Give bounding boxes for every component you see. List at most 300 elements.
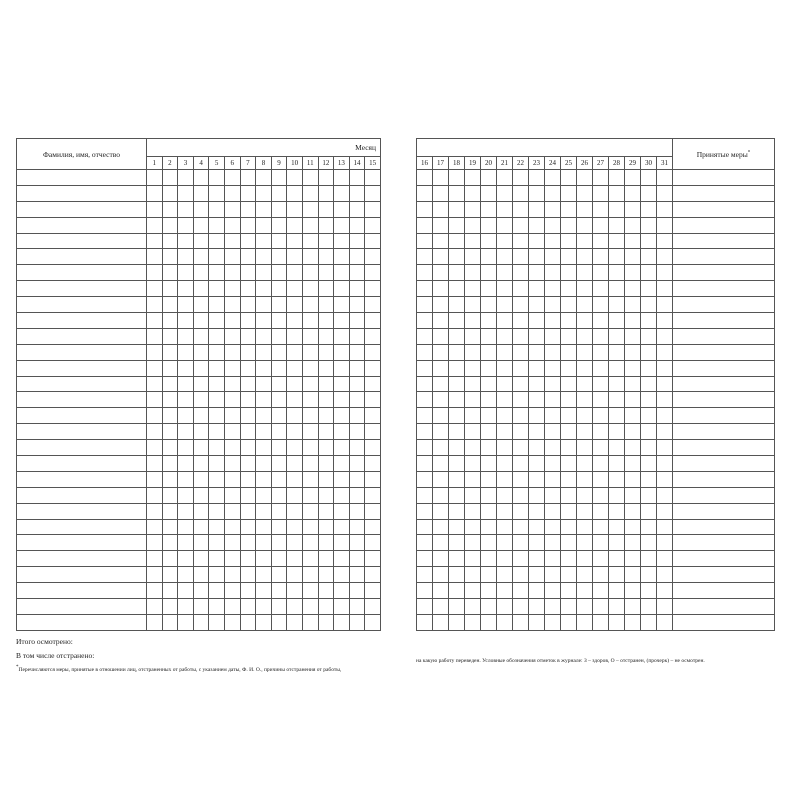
- right-table-cell[interactable]: [529, 233, 545, 249]
- right-table-cell[interactable]: [673, 265, 775, 281]
- right-table-cell[interactable]: [673, 344, 775, 360]
- left-table-cell[interactable]: [178, 487, 194, 503]
- right-table-cell[interactable]: [673, 201, 775, 217]
- right-table-cell[interactable]: [593, 456, 609, 472]
- right-table-cell[interactable]: [529, 503, 545, 519]
- left-table-cell[interactable]: [224, 424, 240, 440]
- right-table-cell[interactable]: [577, 599, 593, 615]
- left-table-cell[interactable]: [147, 471, 163, 487]
- left-table-cell[interactable]: [302, 614, 318, 630]
- left-table-cell[interactable]: [147, 233, 163, 249]
- left-table-cell[interactable]: [209, 614, 225, 630]
- left-table-cell[interactable]: [209, 503, 225, 519]
- right-table-cell[interactable]: [561, 233, 577, 249]
- right-table-cell[interactable]: [481, 217, 497, 233]
- left-table-cell[interactable]: [365, 170, 381, 186]
- right-table-cell[interactable]: [449, 487, 465, 503]
- right-table-cell[interactable]: [657, 281, 673, 297]
- right-table-cell[interactable]: [529, 424, 545, 440]
- right-table-cell[interactable]: [481, 392, 497, 408]
- right-table-cell[interactable]: [657, 471, 673, 487]
- left-table-cell[interactable]: [240, 185, 256, 201]
- left-table-cell[interactable]: [287, 313, 303, 329]
- left-table-cell[interactable]: [17, 376, 147, 392]
- left-table-cell[interactable]: [17, 217, 147, 233]
- left-table-cell[interactable]: [287, 551, 303, 567]
- right-table-cell[interactable]: [529, 487, 545, 503]
- left-table-cell[interactable]: [209, 201, 225, 217]
- right-table-cell[interactable]: [497, 535, 513, 551]
- left-table-cell[interactable]: [334, 551, 350, 567]
- right-table-cell[interactable]: [497, 313, 513, 329]
- left-table-cell[interactable]: [318, 217, 334, 233]
- left-table-cell[interactable]: [147, 313, 163, 329]
- right-table-cell[interactable]: [673, 376, 775, 392]
- left-table-cell[interactable]: [365, 456, 381, 472]
- right-table-cell[interactable]: [609, 567, 625, 583]
- right-table-cell[interactable]: [673, 567, 775, 583]
- right-table-cell[interactable]: [465, 201, 481, 217]
- right-table-cell[interactable]: [561, 551, 577, 567]
- left-table-cell[interactable]: [271, 249, 287, 265]
- left-table-cell[interactable]: [365, 614, 381, 630]
- left-table-cell[interactable]: [147, 614, 163, 630]
- right-table-cell[interactable]: [433, 567, 449, 583]
- left-table-cell[interactable]: [162, 344, 178, 360]
- left-table-cell[interactable]: [147, 344, 163, 360]
- left-table-cell[interactable]: [209, 265, 225, 281]
- right-table-cell[interactable]: [449, 185, 465, 201]
- right-table-cell[interactable]: [433, 599, 449, 615]
- right-table-cell[interactable]: [609, 456, 625, 472]
- right-table-cell[interactable]: [417, 487, 433, 503]
- left-table-cell[interactable]: [224, 170, 240, 186]
- right-table-cell[interactable]: [529, 344, 545, 360]
- left-table-cell[interactable]: [334, 249, 350, 265]
- left-table-cell[interactable]: [240, 456, 256, 472]
- left-table-cell[interactable]: [365, 360, 381, 376]
- right-table-cell[interactable]: [609, 408, 625, 424]
- right-table-cell[interactable]: [465, 519, 481, 535]
- left-table-cell[interactable]: [302, 297, 318, 313]
- left-table-cell[interactable]: [271, 599, 287, 615]
- left-table-cell[interactable]: [209, 328, 225, 344]
- left-table-cell[interactable]: [178, 614, 194, 630]
- left-table-cell[interactable]: [240, 217, 256, 233]
- left-table-cell[interactable]: [240, 583, 256, 599]
- left-table-cell[interactable]: [193, 424, 209, 440]
- left-table-cell[interactable]: [178, 551, 194, 567]
- left-table-cell[interactable]: [209, 471, 225, 487]
- left-table-cell[interactable]: [256, 471, 272, 487]
- right-table-cell[interactable]: [481, 487, 497, 503]
- left-table-cell[interactable]: [224, 201, 240, 217]
- right-table-cell[interactable]: [561, 392, 577, 408]
- left-table-cell[interactable]: [193, 170, 209, 186]
- right-table-cell[interactable]: [513, 297, 529, 313]
- right-table-cell[interactable]: [497, 599, 513, 615]
- left-table-cell[interactable]: [256, 392, 272, 408]
- left-table-cell[interactable]: [224, 503, 240, 519]
- right-table-cell[interactable]: [641, 185, 657, 201]
- right-table-cell[interactable]: [545, 408, 561, 424]
- left-table-cell[interactable]: [365, 519, 381, 535]
- left-table-cell[interactable]: [318, 360, 334, 376]
- left-table-cell[interactable]: [224, 344, 240, 360]
- left-table-cell[interactable]: [147, 551, 163, 567]
- left-table-cell[interactable]: [365, 551, 381, 567]
- right-table-cell[interactable]: [513, 487, 529, 503]
- left-table-cell[interactable]: [193, 265, 209, 281]
- left-table-cell[interactable]: [256, 185, 272, 201]
- right-table-cell[interactable]: [481, 185, 497, 201]
- left-table-cell[interactable]: [334, 170, 350, 186]
- right-table-cell[interactable]: [593, 360, 609, 376]
- right-table-cell[interactable]: [449, 567, 465, 583]
- right-table-cell[interactable]: [641, 360, 657, 376]
- left-table-cell[interactable]: [349, 535, 365, 551]
- left-table-cell[interactable]: [240, 519, 256, 535]
- left-table-cell[interactable]: [240, 328, 256, 344]
- right-table-cell[interactable]: [657, 487, 673, 503]
- left-table-cell[interactable]: [162, 456, 178, 472]
- right-table-cell[interactable]: [529, 281, 545, 297]
- left-table-cell[interactable]: [256, 440, 272, 456]
- left-table-cell[interactable]: [287, 614, 303, 630]
- left-table-cell[interactable]: [256, 328, 272, 344]
- right-table-cell[interactable]: [497, 344, 513, 360]
- right-table-cell[interactable]: [625, 249, 641, 265]
- right-table-cell[interactable]: [609, 344, 625, 360]
- right-table-cell[interactable]: [561, 201, 577, 217]
- left-table-cell[interactable]: [365, 424, 381, 440]
- right-table-cell[interactable]: [577, 297, 593, 313]
- right-table-cell[interactable]: [449, 281, 465, 297]
- left-table-cell[interactable]: [318, 249, 334, 265]
- left-table-cell[interactable]: [240, 201, 256, 217]
- right-table-cell[interactable]: [481, 424, 497, 440]
- right-table-cell[interactable]: [625, 599, 641, 615]
- left-table-cell[interactable]: [334, 297, 350, 313]
- left-table-cell[interactable]: [256, 535, 272, 551]
- left-table-cell[interactable]: [178, 440, 194, 456]
- right-table-cell[interactable]: [609, 328, 625, 344]
- right-table-cell[interactable]: [481, 344, 497, 360]
- left-table-cell[interactable]: [256, 170, 272, 186]
- right-table-cell[interactable]: [465, 487, 481, 503]
- right-table-cell[interactable]: [417, 376, 433, 392]
- right-table-cell[interactable]: [673, 424, 775, 440]
- left-table-cell[interactable]: [178, 297, 194, 313]
- left-table-cell[interactable]: [334, 217, 350, 233]
- right-table-cell[interactable]: [609, 471, 625, 487]
- left-table-cell[interactable]: [224, 233, 240, 249]
- right-table-cell[interactable]: [561, 535, 577, 551]
- left-table-cell[interactable]: [147, 535, 163, 551]
- left-table-cell[interactable]: [334, 344, 350, 360]
- right-table-cell[interactable]: [417, 201, 433, 217]
- left-table-cell[interactable]: [365, 487, 381, 503]
- right-table-cell[interactable]: [625, 471, 641, 487]
- right-table-cell[interactable]: [545, 376, 561, 392]
- right-table-cell[interactable]: [433, 376, 449, 392]
- left-table-cell[interactable]: [334, 281, 350, 297]
- right-table-cell[interactable]: [481, 567, 497, 583]
- right-table-cell[interactable]: [433, 487, 449, 503]
- right-table-cell[interactable]: [561, 471, 577, 487]
- left-table-cell[interactable]: [349, 599, 365, 615]
- right-table-cell[interactable]: [465, 217, 481, 233]
- left-table-cell[interactable]: [334, 313, 350, 329]
- right-table-cell[interactable]: [641, 614, 657, 630]
- right-table-cell[interactable]: [417, 249, 433, 265]
- left-table-cell[interactable]: [271, 297, 287, 313]
- right-table-cell[interactable]: [545, 185, 561, 201]
- right-table-cell[interactable]: [513, 440, 529, 456]
- left-table-cell[interactable]: [287, 519, 303, 535]
- right-table-cell[interactable]: [657, 376, 673, 392]
- left-table-cell[interactable]: [224, 599, 240, 615]
- right-table-cell[interactable]: [561, 424, 577, 440]
- right-table-cell[interactable]: [577, 567, 593, 583]
- left-table-cell[interactable]: [287, 328, 303, 344]
- left-table-cell[interactable]: [240, 487, 256, 503]
- left-table-cell[interactable]: [365, 408, 381, 424]
- right-table-cell[interactable]: [609, 440, 625, 456]
- right-table-cell[interactable]: [465, 376, 481, 392]
- right-table-cell[interactable]: [545, 535, 561, 551]
- left-table-cell[interactable]: [240, 360, 256, 376]
- left-table-cell[interactable]: [318, 487, 334, 503]
- right-table-cell[interactable]: [433, 471, 449, 487]
- left-table-cell[interactable]: [287, 170, 303, 186]
- right-table-cell[interactable]: [609, 583, 625, 599]
- right-table-cell[interactable]: [465, 281, 481, 297]
- right-table-cell[interactable]: [513, 535, 529, 551]
- right-table-cell[interactable]: [529, 614, 545, 630]
- left-table-cell[interactable]: [209, 376, 225, 392]
- left-table-cell[interactable]: [17, 344, 147, 360]
- right-table-cell[interactable]: [529, 551, 545, 567]
- right-table-cell[interactable]: [497, 614, 513, 630]
- right-table-cell[interactable]: [577, 456, 593, 472]
- right-table-cell[interactable]: [465, 328, 481, 344]
- left-table-cell[interactable]: [287, 297, 303, 313]
- left-table-cell[interactable]: [147, 424, 163, 440]
- left-table-cell[interactable]: [334, 185, 350, 201]
- right-table-cell[interactable]: [673, 519, 775, 535]
- right-table-cell[interactable]: [497, 249, 513, 265]
- left-table-cell[interactable]: [17, 408, 147, 424]
- left-table-cell[interactable]: [302, 392, 318, 408]
- left-table-cell[interactable]: [162, 201, 178, 217]
- right-table-cell[interactable]: [449, 201, 465, 217]
- left-table-cell[interactable]: [256, 297, 272, 313]
- right-table-cell[interactable]: [593, 583, 609, 599]
- right-table-cell[interactable]: [593, 614, 609, 630]
- left-table-cell[interactable]: [349, 328, 365, 344]
- left-table-cell[interactable]: [271, 281, 287, 297]
- right-table-cell[interactable]: [625, 424, 641, 440]
- right-table-cell[interactable]: [481, 471, 497, 487]
- right-table-cell[interactable]: [513, 519, 529, 535]
- left-table-cell[interactable]: [349, 424, 365, 440]
- right-table-cell[interactable]: [545, 217, 561, 233]
- right-table-cell[interactable]: [545, 392, 561, 408]
- right-table-cell[interactable]: [481, 201, 497, 217]
- left-table-cell[interactable]: [287, 392, 303, 408]
- left-table-cell[interactable]: [334, 233, 350, 249]
- left-table-cell[interactable]: [224, 281, 240, 297]
- left-table-cell[interactable]: [271, 551, 287, 567]
- right-table-cell[interactable]: [529, 201, 545, 217]
- left-table-cell[interactable]: [17, 170, 147, 186]
- right-table-cell[interactable]: [433, 265, 449, 281]
- left-table-cell[interactable]: [302, 281, 318, 297]
- left-table-cell[interactable]: [17, 440, 147, 456]
- right-table-cell[interactable]: [673, 471, 775, 487]
- left-table-cell[interactable]: [256, 281, 272, 297]
- left-table-cell[interactable]: [302, 535, 318, 551]
- right-table-cell[interactable]: [561, 503, 577, 519]
- left-table-cell[interactable]: [147, 519, 163, 535]
- left-table-cell[interactable]: [224, 519, 240, 535]
- right-table-cell[interactable]: [609, 551, 625, 567]
- right-table-cell[interactable]: [529, 519, 545, 535]
- right-table-cell[interactable]: [577, 471, 593, 487]
- right-table-cell[interactable]: [641, 328, 657, 344]
- right-table-cell[interactable]: [465, 233, 481, 249]
- left-table-cell[interactable]: [302, 503, 318, 519]
- right-table-cell[interactable]: [465, 249, 481, 265]
- left-table-cell[interactable]: [256, 360, 272, 376]
- left-table-cell[interactable]: [178, 328, 194, 344]
- right-table-cell[interactable]: [657, 249, 673, 265]
- right-table-cell[interactable]: [449, 360, 465, 376]
- right-table-cell[interactable]: [625, 614, 641, 630]
- left-table-cell[interactable]: [193, 519, 209, 535]
- right-table-cell[interactable]: [481, 376, 497, 392]
- right-table-cell[interactable]: [593, 599, 609, 615]
- left-table-cell[interactable]: [193, 471, 209, 487]
- left-table-cell[interactable]: [178, 185, 194, 201]
- right-table-cell[interactable]: [625, 233, 641, 249]
- right-table-cell[interactable]: [577, 201, 593, 217]
- left-table-cell[interactable]: [318, 535, 334, 551]
- left-table-cell[interactable]: [224, 551, 240, 567]
- left-table-cell[interactable]: [334, 328, 350, 344]
- left-table-cell[interactable]: [178, 424, 194, 440]
- right-table-cell[interactable]: [545, 297, 561, 313]
- left-table-cell[interactable]: [318, 233, 334, 249]
- right-table-cell[interactable]: [657, 392, 673, 408]
- left-table-cell[interactable]: [147, 456, 163, 472]
- left-table-cell[interactable]: [209, 185, 225, 201]
- left-table-cell[interactable]: [193, 185, 209, 201]
- left-table-cell[interactable]: [256, 503, 272, 519]
- left-table-cell[interactable]: [287, 360, 303, 376]
- right-table-cell[interactable]: [449, 297, 465, 313]
- left-table-cell[interactable]: [147, 185, 163, 201]
- right-table-cell[interactable]: [417, 535, 433, 551]
- right-table-cell[interactable]: [577, 487, 593, 503]
- right-table-cell[interactable]: [481, 535, 497, 551]
- right-table-cell[interactable]: [417, 424, 433, 440]
- left-table-cell[interactable]: [224, 297, 240, 313]
- left-table-cell[interactable]: [365, 376, 381, 392]
- right-table-cell[interactable]: [497, 185, 513, 201]
- right-table-cell[interactable]: [433, 535, 449, 551]
- right-table-cell[interactable]: [657, 185, 673, 201]
- right-table-cell[interactable]: [497, 297, 513, 313]
- left-table-cell[interactable]: [17, 583, 147, 599]
- left-table-cell[interactable]: [334, 567, 350, 583]
- right-table-cell[interactable]: [513, 313, 529, 329]
- right-table-cell[interactable]: [433, 583, 449, 599]
- left-table-cell[interactable]: [193, 217, 209, 233]
- right-table-cell[interactable]: [529, 313, 545, 329]
- left-table-cell[interactable]: [271, 471, 287, 487]
- right-table-cell[interactable]: [529, 408, 545, 424]
- left-table-cell[interactable]: [178, 519, 194, 535]
- right-table-cell[interactable]: [641, 297, 657, 313]
- left-table-cell[interactable]: [271, 360, 287, 376]
- right-table-cell[interactable]: [577, 313, 593, 329]
- left-table-cell[interactable]: [365, 249, 381, 265]
- left-table-cell[interactable]: [178, 471, 194, 487]
- right-table-cell[interactable]: [561, 599, 577, 615]
- right-table-cell[interactable]: [657, 456, 673, 472]
- left-table-cell[interactable]: [365, 328, 381, 344]
- left-table-cell[interactable]: [17, 249, 147, 265]
- right-table-cell[interactable]: [545, 313, 561, 329]
- left-table-cell[interactable]: [271, 376, 287, 392]
- right-table-cell[interactable]: [513, 360, 529, 376]
- right-table-cell[interactable]: [497, 360, 513, 376]
- left-table-cell[interactable]: [318, 376, 334, 392]
- left-table-cell[interactable]: [162, 265, 178, 281]
- left-table-cell[interactable]: [193, 503, 209, 519]
- left-table-cell[interactable]: [193, 328, 209, 344]
- right-table-cell[interactable]: [417, 503, 433, 519]
- left-table-cell[interactable]: [178, 503, 194, 519]
- right-table-cell[interactable]: [609, 487, 625, 503]
- left-table-cell[interactable]: [17, 503, 147, 519]
- left-table-cell[interactable]: [162, 170, 178, 186]
- left-table-cell[interactable]: [240, 233, 256, 249]
- left-table-cell[interactable]: [334, 535, 350, 551]
- right-table-cell[interactable]: [657, 503, 673, 519]
- right-table-cell[interactable]: [417, 392, 433, 408]
- right-table-cell[interactable]: [449, 170, 465, 186]
- right-table-cell[interactable]: [417, 583, 433, 599]
- left-table-cell[interactable]: [349, 233, 365, 249]
- left-table-cell[interactable]: [178, 599, 194, 615]
- left-table-cell[interactable]: [147, 297, 163, 313]
- right-table-cell[interactable]: [593, 313, 609, 329]
- left-table-cell[interactable]: [209, 424, 225, 440]
- right-table-cell[interactable]: [641, 567, 657, 583]
- right-table-cell[interactable]: [609, 392, 625, 408]
- right-table-cell[interactable]: [673, 408, 775, 424]
- left-table-cell[interactable]: [147, 360, 163, 376]
- right-table-cell[interactable]: [673, 233, 775, 249]
- right-table-cell[interactable]: [449, 614, 465, 630]
- right-table-cell[interactable]: [513, 328, 529, 344]
- right-table-cell[interactable]: [497, 551, 513, 567]
- left-table-cell[interactable]: [318, 551, 334, 567]
- right-table-cell[interactable]: [417, 440, 433, 456]
